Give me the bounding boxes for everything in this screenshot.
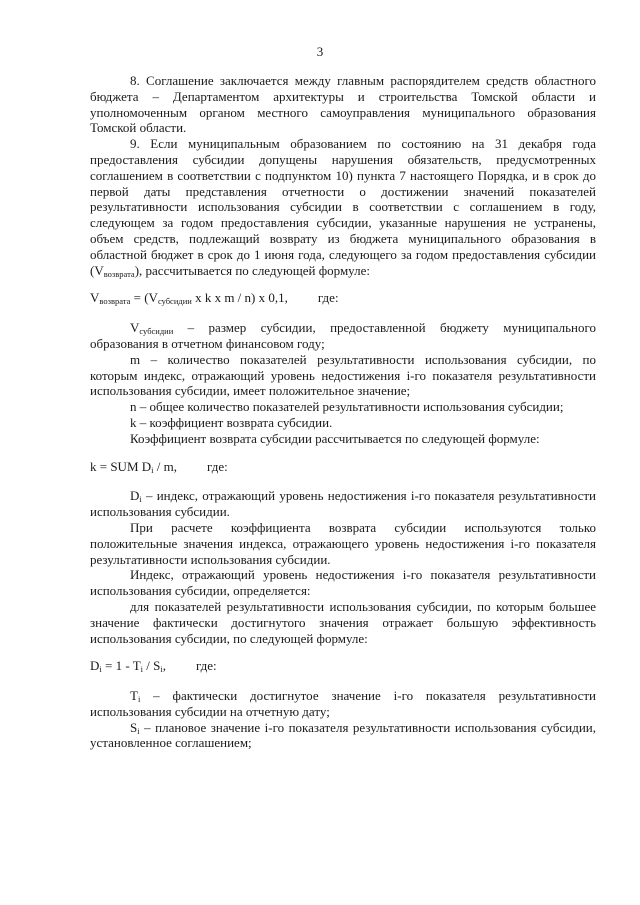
document-body — [90, 73, 596, 751]
definition-s: $S_i$ – плановое значение i-го показателя результативности использования субсидии, установленное соглашением; — [90, 719, 596, 751]
formula-v-return: $V_{возврата} = (V_{субсидии}$ x k x m / n) x 0,1, где: — [90, 290, 339, 307]
paragraph-9: 9. Если муниципальным образованием по состоянию на 31 декабря года предоставления субсидии допущены нарушения обязательств, предусмотренных соглашением в соответствии с подпунктом 10) пункта 7 настоящего Порядка, и в срок до первой даты представления отчетности о достижении значений показателей результативности использования субсидии в соответствии с соглашением в году, следующем за годом предоставления субсидии, указанные нарушения не устранены, объем средств, подлежащий возврату из бюджета муниципального образования в областной бюджет в срок до 1 июня года, следующего за годом предоставления субсидии $(V_{возврата})$, рассчитывается по следующей формуле: — [90, 136, 596, 279]
definition-d: $D_i$ – индекс, отражающий уровень недостижения i-го показателя результативности использования субсидии. — [90, 488, 596, 520]
definition-m: m – количество показателей результативности использования субсидии, по которым индекс, отражающий уровень недостижения i-го показателя результативности использования субсидии, имеет положительное значение; — [90, 351, 596, 399]
page-number: 3 — [316, 44, 324, 59]
definition-n: n – общее количество показателей результативности использования субсидии; — [130, 399, 564, 415]
definition-k: k – коэффициент возврата субсидии. — [130, 414, 333, 430]
indicator-rule: для показателей результативности использования субсидии, по которым большее значение фактически достигнутого значения отражает большую эффективность использования субсидии, по следующей формуле: — [90, 598, 596, 646]
index-definition: Индекс, отражающий уровень недостижения i-го показателя результативности использования субсидии, определяется: — [90, 567, 596, 599]
coefficient-intro: Коэффициент возврата субсидии рассчитывается по следующей формуле: — [130, 430, 540, 446]
paragraph-8: 8. Соглашение заключается между главным распорядителем средств областного бюджета – Департаментом архитектуры и строительства Томской области и уполномоченным органом местного самоуправления муниципального образования Томской области. — [90, 73, 596, 136]
calculation-note: При расчете коэффициента возврата субсидии используются только положительные значения индекса, отражающего уровень недостижения i-го показателя результативности использования субсидии. — [90, 519, 596, 567]
definition-t: $T_i$ – фактически достигнутое значение i-го показателя результативности использования субсидии на отчетную дату; — [90, 688, 596, 719]
formula-k: k = SUM $D_i$ / m, где: — [90, 458, 228, 475]
definition-v-subsidy: $V_{субсидии}$ – размер субсидии, предоставленной бюджету муниципального образования в отчетном финансовом году; — [90, 320, 596, 351]
formula-d: $D_i = 1 - T_i / S_i$, где: — [90, 658, 217, 675]
